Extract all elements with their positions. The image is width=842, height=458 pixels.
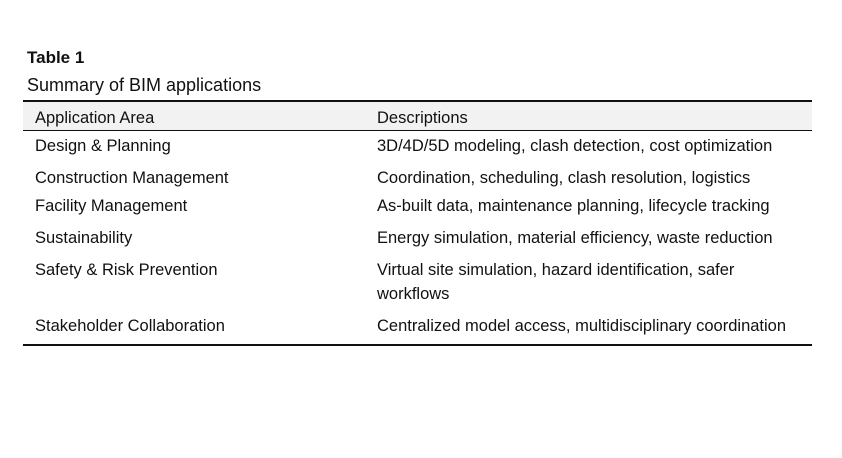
summary-table	[23, 100, 812, 346]
description-cell: Virtual site simulation, hazard identification, safer workflows	[377, 261, 735, 303]
table-row	[23, 256, 812, 312]
table-body	[23, 131, 812, 346]
description-cell: 3D/4D/5D modeling, clash detection, cost optimization	[377, 137, 773, 155]
table-row	[23, 192, 812, 224]
description-cell: As-built data, maintenance planning, lifecycle tracking	[377, 197, 770, 215]
description-cell: Coordination, scheduling, clash resolution, logistics	[377, 169, 751, 187]
table-caption: Summary of BIM applications	[27, 75, 262, 95]
header-row	[23, 101, 812, 131]
table-row	[23, 131, 812, 165]
application-area-cell: Construction Management	[35, 169, 229, 187]
table-row	[23, 224, 812, 256]
column-header-application-area: Application Area	[35, 109, 155, 127]
bim-applications-table	[23, 100, 812, 346]
table-header	[23, 101, 812, 131]
column-header-descriptions: Descriptions	[377, 109, 468, 127]
table-row	[23, 164, 812, 192]
description-cell: Energy simulation, material efficiency, waste reduction	[377, 229, 773, 247]
table-label: Table 1	[27, 48, 85, 67]
application-area-cell: Safety & Risk Prevention	[35, 261, 218, 279]
table-row	[23, 312, 812, 345]
application-area-cell: Stakeholder Collaboration	[35, 317, 225, 335]
application-area-cell: Sustainability	[35, 229, 133, 247]
description-cell: Centralized model access, multidisciplinary coordination	[377, 317, 787, 335]
application-area-cell: Facility Management	[35, 197, 188, 215]
application-area-cell: Design & Planning	[35, 137, 171, 155]
